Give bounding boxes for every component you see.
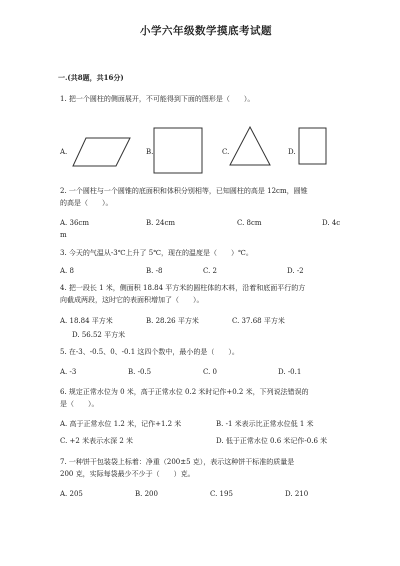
question-7-option-d: D. 210 — [285, 490, 309, 498]
question-4-option-c: C. 37.68 平方米 — [232, 317, 285, 325]
question-3-option-a: A. 8 — [60, 267, 74, 275]
question-5-option-d: D. -0.1 — [278, 368, 302, 376]
question-1-option-b: B. — [146, 148, 154, 156]
question-4-stem-line-2: 向截成两段，这时它的表面积增加了（ ）。 — [60, 296, 204, 304]
question-4-stem-line-1: 4. 把一段长 1 米，侧面积 18.84 平方米的圆柱体的木料，沿着和底面平行的方 — [60, 284, 306, 292]
question-7-stem-line-2: 200 克，实际每袋最少不少于（ ）克。 — [60, 470, 195, 478]
page-title: 小学六年级数学摸底考试题 — [140, 25, 272, 37]
square-figure — [153, 127, 203, 174]
question-1-option-d: D. — [288, 148, 296, 156]
question-5-stem: 5. 在-3、-0.5、0、-0.1 这四个数中，最小的是（ ）。 — [60, 348, 239, 356]
question-3-stem: 3. 今天的气温从-3℃上升了 5℃，现在的温度是（ ）℃。 — [60, 249, 253, 257]
question-3-option-c: C. 2 — [203, 267, 218, 275]
question-4-option-b: B. 28.26 平方米 — [146, 317, 199, 325]
question-7-option-c: C. 195 — [210, 490, 233, 498]
question-4-option-a: A. 18.84 平方米 — [60, 317, 113, 325]
question-6-option-c: C. +2 米表示水深 2 米 — [60, 437, 134, 445]
question-5-option-c: C. 0 — [203, 368, 218, 376]
question-5-option-b: B. -0.5 — [128, 368, 152, 376]
question-6-stem-line-1: 6. 规定正常水位为 0 米，高于正常水位 0.2 米时记作+0.2 米，下列说法错误的 — [60, 388, 309, 396]
question-2-option-a: A. 36cm — [60, 219, 89, 227]
question-4-option-d: D. 56.52 平方米 — [72, 331, 126, 339]
rectangle-figure — [298, 127, 328, 165]
question-2-option-d-wrap: m — [60, 231, 67, 239]
question-2-option-d: D. 4c — [322, 219, 341, 227]
question-2-stem-line-1: 2. 一个圆柱与一个圆锥的底面积和体积分别相等，已知圆柱的高是 12cm，圆锥 — [60, 187, 308, 195]
question-7-option-a: A. 205 — [60, 490, 83, 498]
question-7-option-b: B. 200 — [135, 490, 158, 498]
question-6-option-d: D. 低于正常水位 0.6 米记作-0.6 米 — [216, 437, 328, 445]
question-1-option-a: A. — [60, 148, 68, 156]
question-3-option-b: B. -8 — [146, 267, 163, 275]
question-1-option-c: C. — [222, 148, 230, 156]
section-header: 一.(共8题，共16分) — [58, 73, 124, 82]
triangle-figure — [229, 126, 271, 166]
question-7-stem-line-1: 7. 一种饼干包装袋上标着：净重（200±5 克），表示这种饼干标准的质量是 — [60, 458, 295, 466]
parallelogram-figure — [72, 137, 132, 167]
question-2-stem-line-2: 的高是（ ）。 — [60, 199, 113, 207]
question-1-stem: 1. 把一个圆柱的侧面展开，不可能得到下面的图形是（ ）。 — [60, 95, 255, 103]
question-3-option-d: D. -2 — [287, 267, 304, 275]
question-6-option-b: B. -1 米表示比正常水位低 1 米 — [216, 420, 314, 428]
question-6-option-a: A. 高于正常水位 1.2 米，记作+1.2 米 — [60, 420, 182, 428]
question-6-stem-line-2: 是（ ）。 — [60, 400, 99, 408]
question-2-option-b: B. 24cm — [146, 219, 176, 227]
question-5-option-a: A. -3 — [60, 368, 77, 376]
question-2-option-c: C. 8cm — [237, 219, 262, 227]
